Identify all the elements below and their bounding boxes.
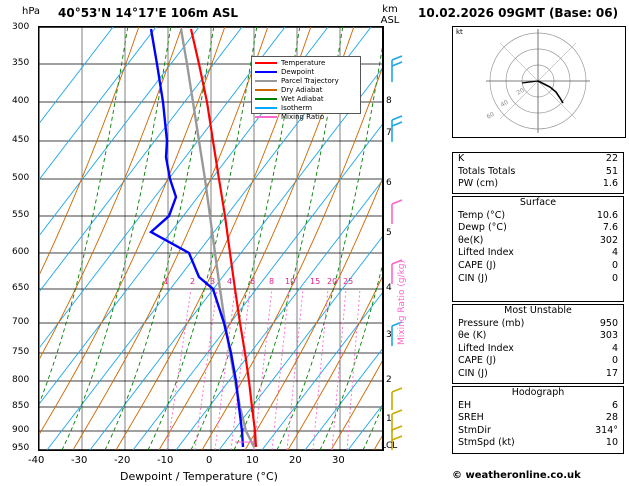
indices-table bbox=[452, 152, 624, 194]
legend-swatch-isotherm bbox=[255, 107, 277, 109]
legend-item-dry-adiabat bbox=[255, 86, 357, 94]
legend-item-mixing-ratio bbox=[255, 113, 357, 121]
mixing-ratio-label-2: 2 bbox=[190, 277, 196, 286]
table-row bbox=[453, 247, 623, 260]
xtick-20: 20 bbox=[289, 455, 302, 466]
kmtick-4: 4 bbox=[386, 283, 392, 293]
legend-swatch-dry-adiabat bbox=[255, 89, 277, 91]
kmtick-6: 6 bbox=[386, 178, 392, 188]
skewt-diagram[interactable] bbox=[38, 26, 383, 451]
row-value: 0 bbox=[611, 259, 618, 271]
mixing-ratio-label-25: 25 bbox=[343, 277, 354, 286]
row-key: Lifted Index bbox=[458, 342, 514, 354]
row-value: 4 bbox=[611, 342, 618, 354]
hodograph-canvas bbox=[453, 27, 623, 135]
copyright-notice: © weatheronline.co.uk bbox=[452, 470, 581, 481]
ytick-450: 450 bbox=[12, 135, 30, 145]
hodograph-ring-label-60: 60 bbox=[485, 110, 496, 121]
ytick-300: 300 bbox=[12, 22, 30, 32]
row-key: CAPE (J) bbox=[458, 355, 497, 367]
wind-barb-column bbox=[384, 26, 414, 451]
station-title: 40°53'N 14°17'E 106m ASL bbox=[58, 6, 239, 20]
row-value: 950 bbox=[599, 317, 618, 329]
km-axis-label bbox=[370, 4, 410, 26]
altitude-axis bbox=[383, 26, 413, 451]
table-row bbox=[453, 343, 623, 356]
hodograph-plot[interactable] bbox=[452, 26, 626, 138]
ytick-350: 350 bbox=[12, 58, 30, 68]
xtick-30: 30 bbox=[332, 455, 345, 466]
x-axis-title: Dewpoint / Temperature (°C) bbox=[120, 470, 278, 483]
lcl-label: LCL bbox=[381, 441, 398, 451]
hodograph-stats-table bbox=[452, 386, 624, 454]
row-value: 302 bbox=[599, 234, 618, 246]
mixing-ratio-label-1: 1 bbox=[164, 277, 170, 286]
kmtick-5: 5 bbox=[386, 228, 392, 238]
surface-heading: Surface bbox=[519, 197, 557, 208]
table-row bbox=[453, 222, 623, 235]
table-row bbox=[453, 437, 623, 450]
ytick-650: 650 bbox=[12, 283, 30, 293]
ytick-950: 950 bbox=[12, 443, 30, 453]
row-value: 10.6 bbox=[596, 209, 618, 221]
mixing-ratio-label-20: 20 bbox=[327, 277, 338, 286]
mixing-ratio-label-6: 6 bbox=[250, 277, 256, 286]
ytick-750: 750 bbox=[12, 347, 30, 357]
row-key: EH bbox=[458, 399, 472, 411]
legend-label-dewpoint: Dewpoint bbox=[281, 68, 315, 76]
wind-barb-800 bbox=[392, 388, 402, 410]
ytick-700: 700 bbox=[12, 317, 30, 327]
ytick-800: 800 bbox=[12, 375, 30, 385]
row-key: Pressure (mb) bbox=[458, 317, 525, 329]
hodograph-heading: Hodograph bbox=[511, 387, 565, 398]
pressure-axis-label: hPa bbox=[22, 6, 41, 17]
legend-item-temperature bbox=[255, 59, 357, 67]
row-value: 314° bbox=[595, 424, 618, 436]
row-value: 1.6 bbox=[602, 178, 618, 190]
km-axis-label-line1: km bbox=[382, 4, 398, 15]
row-key: θe (K) bbox=[458, 330, 487, 342]
hodograph-trace bbox=[538, 81, 563, 103]
row-value: 4 bbox=[611, 247, 618, 259]
kmtick-3: 3 bbox=[386, 330, 392, 340]
table-row bbox=[453, 355, 623, 368]
row-key: θe(K) bbox=[458, 234, 484, 246]
table-row bbox=[453, 412, 623, 425]
km-axis-label-line2: ASL bbox=[380, 15, 400, 26]
mixing-ratio-label-3: 3 bbox=[210, 277, 216, 286]
legend-swatch-dewpoint bbox=[255, 71, 277, 73]
row-key: K bbox=[458, 153, 465, 164]
xtick--30: -30 bbox=[71, 455, 88, 466]
wind-barb-400 bbox=[392, 116, 402, 142]
legend-swatch-wet-adiabat bbox=[255, 98, 277, 100]
table-row bbox=[453, 330, 623, 343]
row-key: Lifted Index bbox=[458, 247, 514, 259]
wind-barb-300 bbox=[392, 56, 402, 82]
hodograph-unit-label: kt bbox=[456, 28, 463, 36]
row-value: 28 bbox=[605, 412, 618, 424]
mixing-ratio-label-8: 8 bbox=[269, 277, 275, 286]
legend-item-parcel-trajectory bbox=[255, 77, 357, 85]
row-value: 303 bbox=[599, 330, 618, 342]
hodograph-ring-label-40: 40 bbox=[499, 98, 510, 109]
legend-item-wet-adiabat bbox=[255, 95, 357, 103]
xtick--10: -10 bbox=[157, 455, 174, 466]
table-row bbox=[453, 178, 623, 191]
legend-label-dry-adiabat: Dry Adiabat bbox=[281, 86, 323, 94]
parcel-trajectory-line bbox=[181, 29, 254, 447]
xtick--20: -20 bbox=[114, 455, 131, 466]
kmtick-2: 2 bbox=[386, 375, 392, 385]
forecast-datetime-title: 10.02.2026 09GMT (Base: 06) bbox=[418, 6, 619, 20]
row-key: SREH bbox=[458, 412, 484, 424]
ytick-400: 400 bbox=[12, 96, 30, 106]
kmtick-8: 8 bbox=[386, 96, 392, 106]
most-unstable-table bbox=[452, 304, 624, 384]
legend-label-mixing-ratio: Mixing Ratio bbox=[281, 113, 325, 121]
table-row bbox=[453, 235, 623, 248]
legend-item-dewpoint bbox=[255, 68, 357, 76]
row-key: Dewp (°C) bbox=[458, 222, 507, 234]
ytick-550: 550 bbox=[12, 210, 30, 220]
row-value: 6 bbox=[611, 399, 618, 411]
ytick-500: 500 bbox=[12, 173, 30, 183]
row-value: 17 bbox=[605, 367, 618, 379]
row-key: CIN (J) bbox=[458, 367, 488, 379]
mixing-ratio-label-10: 10 bbox=[285, 277, 296, 286]
legend-swatch-temperature bbox=[255, 62, 277, 64]
table-row bbox=[453, 425, 623, 438]
wind-barb-500 bbox=[392, 200, 402, 224]
row-key: Totals Totals bbox=[458, 165, 516, 177]
table-row bbox=[453, 153, 623, 166]
row-value: 22 bbox=[605, 153, 618, 164]
row-value: 51 bbox=[605, 165, 618, 177]
row-value: 10 bbox=[605, 437, 618, 449]
row-key: StmSpd (kt) bbox=[458, 437, 515, 449]
kmtick-7: 7 bbox=[386, 128, 392, 138]
ytick-900: 900 bbox=[12, 425, 30, 435]
table-row bbox=[453, 368, 623, 381]
ytick-600: 600 bbox=[12, 247, 30, 257]
legend-label-parcel-trajectory: Parcel Trajectory bbox=[281, 77, 339, 85]
chart-legend bbox=[251, 56, 361, 121]
surface-table bbox=[452, 196, 624, 302]
legend-label-temperature: Temperature bbox=[281, 59, 326, 67]
mixing-ratio-label-15: 15 bbox=[310, 277, 321, 286]
row-key: StmDir bbox=[458, 424, 491, 436]
row-key: CAPE (J) bbox=[458, 259, 497, 271]
table-row bbox=[453, 210, 623, 223]
table-row bbox=[453, 273, 623, 286]
hodograph-ring-label-20: 20 bbox=[515, 86, 526, 97]
legend-label-isotherm: Isotherm bbox=[281, 104, 313, 112]
most-unstable-heading: Most Unstable bbox=[504, 305, 572, 316]
xtick-10: 10 bbox=[246, 455, 259, 466]
legend-swatch-mixing-ratio bbox=[255, 116, 277, 118]
mixing-ratio-label-4: 4 bbox=[227, 277, 233, 286]
mixing-ratio-axis-label: Mixing Ratio (g/kg) bbox=[397, 259, 407, 345]
row-value: 0 bbox=[611, 355, 618, 367]
row-key: CIN (J) bbox=[458, 272, 488, 284]
mixing-ratio-lines bbox=[167, 289, 360, 450]
table-row bbox=[453, 166, 623, 179]
legend-swatch-parcel-trajectory bbox=[255, 80, 277, 82]
row-value: 7.6 bbox=[602, 222, 618, 234]
legend-item-isotherm bbox=[255, 104, 357, 112]
xtick-0: 0 bbox=[206, 455, 213, 466]
xtick--40: -40 bbox=[28, 455, 45, 466]
row-value: 0 bbox=[611, 272, 618, 284]
kmtick-1: 1 bbox=[386, 414, 392, 424]
row-key: Temp (°C) bbox=[458, 209, 506, 221]
table-row bbox=[453, 260, 623, 273]
table-row bbox=[453, 318, 623, 331]
ytick-850: 850 bbox=[12, 401, 30, 411]
row-key: PW (cm) bbox=[458, 178, 499, 190]
legend-label-wet-adiabat: Wet Adiabat bbox=[281, 95, 324, 103]
table-row bbox=[453, 400, 623, 413]
